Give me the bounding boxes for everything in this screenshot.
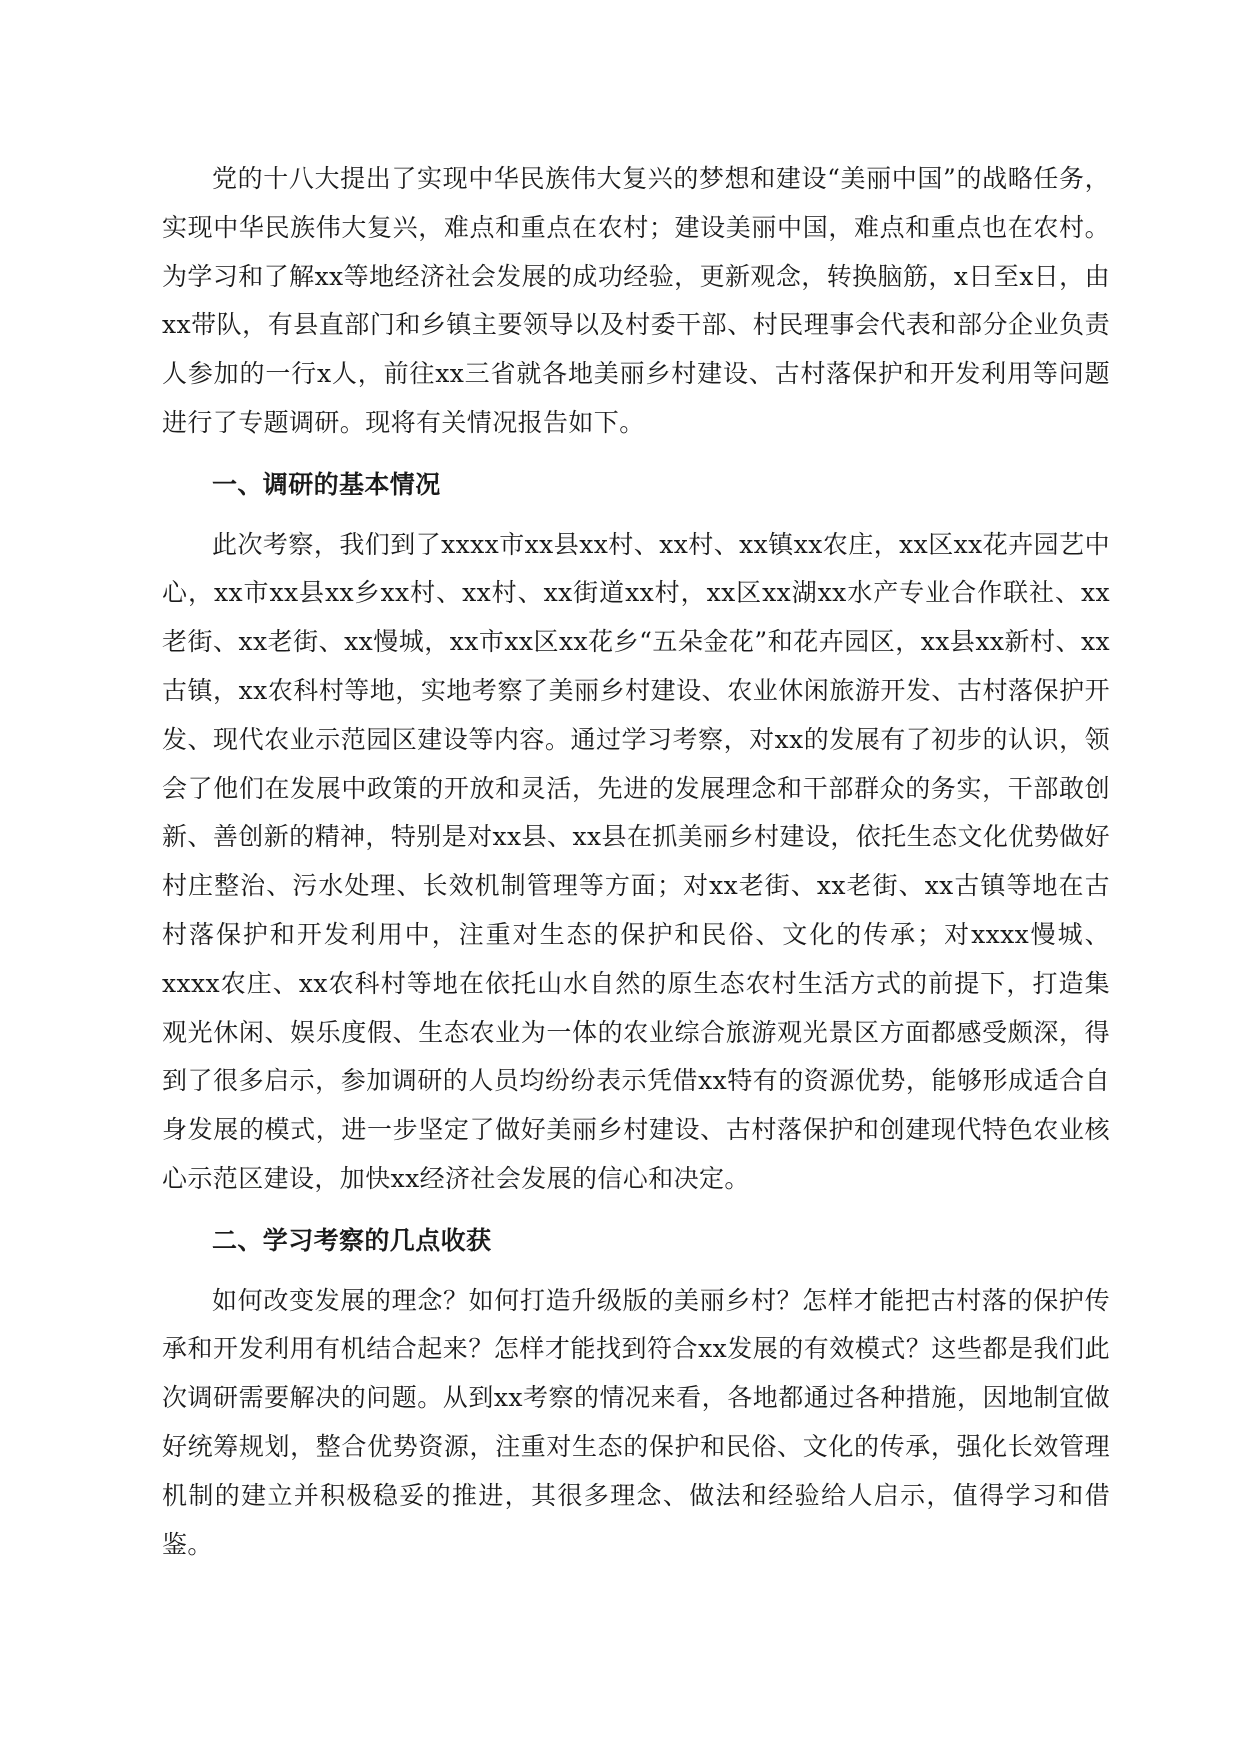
section-2-heading: 二、学习考察的几点收获	[212, 1225, 492, 1255]
intro-paragraph: 党的十八大提出了实现中华民族伟大复兴的梦想和建设“美丽中国”的战略任务，实现中华民族伟大复兴，难点和重点在农村；建设美丽中国，难点和重点也在农村。为学习和了解xx等地经济社会发展的成功经验，更新观念，转换脑筋，x日至x日，由xx带队，有县直部门和乡镇主要领导以及村委干部、村民理事会代表和部分企业负责人参加的一行x人，前往xx三省就各地美丽乡村建设、古村落保护和开发利用等问题进行了专题调研。现将有关情况报告如下。	[162, 164, 1110, 437]
section-1-paragraph: 此次考察，我们到了xxxx市xx县xx村、xx村、xx镇xx农庄，xx区xx花卉园艺中心，xx市xx县xx乡xx村、xx村、xx街道xx村，xx区xx湖xx水产专业合作联社、xx老街、xx老街、xx慢城，xx市xx区xx花乡“五朵金花”和花卉园区，xx县xx新村、xx古镇，xx农科村等地，实地考察了美丽乡村建设、农业休闲旅游开发、古村落保护开发、现代农业示范园区建设等内容。通过学习考察，对xx的发展有了初步的认识，领会了他们在发展中政策的开放和灵活，先进的发展理念和干部群众的务实，干部敢创新、善创新的精神，特别是对xx县、xx县在抓美丽乡村建设，依托生态文化优势做好村庄整治、污水处理、长效机制管理等方面；对xx老街、xx老街、xx古镇等地在古村落保护和开发利用中，注重对生态的保护和民俗、文化的传承；对xxxx慢城、xxxx农庄、xx农科村等地在依托山水自然的原生态农村生活方式的前提下，打造集观光休闲、娱乐度假、生态农业为一体的农业综合旅游观光景区方面都感受颇深，得到了很多启示，参加调研的人员均纷纷表示凭借xx特有的资源优势，能够形成适合自身发展的模式，进一步坚定了做好美丽乡村建设、古村落保护和创建现代特色农业核心示范区建设，加快xx经济社会发展的信心和决定。	[162, 529, 1110, 1193]
section-1-heading: 一、调研的基本情况	[212, 469, 441, 499]
document-page	[162, 155, 1110, 1569]
section-2-paragraph: 如何改变发展的理念？如何打造升级版的美丽乡村？怎样才能把古村落的保护传承和开发利用有机结合起来？怎样才能找到符合xx发展的有效模式？这些都是我们此次调研需要解决的问题。从到xx考察的情况来看，各地都通过各种措施，因地制宜做好统筹规划，整合优势资源，注重对生态的保护和民俗、文化的传承，强化长效管理机制的建立并积极稳妥的推进，其很多理念、做法和经验给人启示，值得学习和借鉴。	[162, 1285, 1110, 1559]
